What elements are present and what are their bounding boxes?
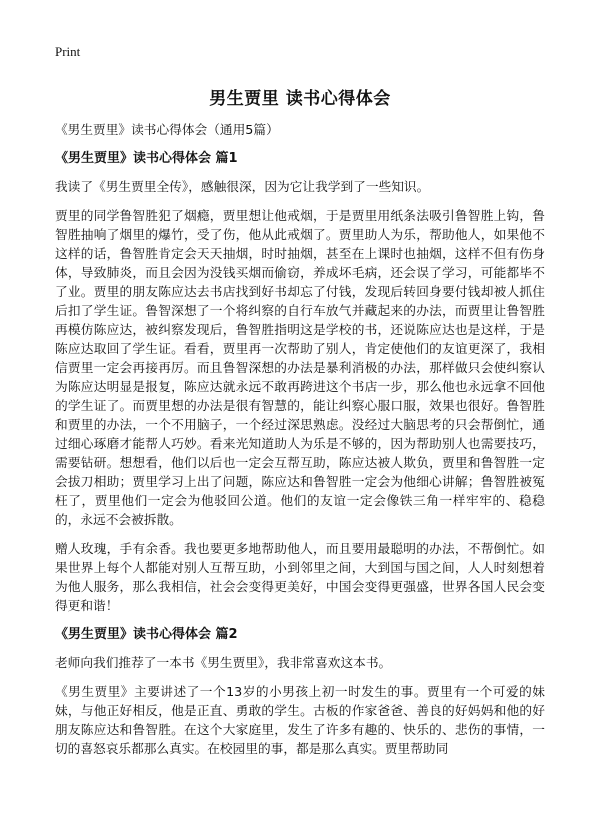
page-title: 男生贾里 读书心得体会 xyxy=(209,89,391,109)
section-heading: 《男生贾里》读书心得体会 篇2 xyxy=(55,627,238,642)
document-subtitle: 《男生贾里》读书心得体会（通用5篇） xyxy=(55,122,279,137)
print-link[interactable]: Print xyxy=(55,44,81,59)
paragraph: 贾里的同学鲁智胜犯了烟瘾，贾里想让他戒烟，于是贾里用纸条法吸引鲁智胜上钩，鲁智胜抽响了烟里的爆竹，受了伤，他从此戒烟了。贾里助人为乐，帮助他人，如果他不这样的话，鲁智胜肯定会天天抽烟，时时抽烟，甚至在上课时也抽烟，这样不但有伤身体，导致肺炎，而且会因为没钱买烟而偷窃，养成坏毛病，还会误了学习，可能都毕不了业。贾里的朋友陈应达去书店找到好书却忘了付钱，发现后转回身要付钱却被人抓住后扣了学生证。鲁智深想了一个将纠察的自行车放气并藏起来的办法，而贾里让鲁智胜再模仿陈应达，被纠察发现后，鲁智胜指明这是学校的书，还说陈应达也是这样，于是陈应达取回了学生证。看看，贾里再一次帮助了别人，肯定使他们的友谊更深了，我相信贾里一定会再接再厉。而且鲁智深想的办法是暴利消极的办法，那样做只会使纠察认为陈应达明显是报复，陈应达就永远不敢再跨进这个书店一步，那么他也永远拿不回他的学生证了。而贾里想的办法是很有智慧的，能让纠察心服口服，效果也很好。鲁智胜和贾里的办法，一个不用脑子，一个经过深思熟虑。没经过大脑思考的只会帮倒忙，通过细心琢磨才能帮人巧妙。看来光知道助人为乐是不够的，因为帮助别人也需要技巧，需要钻研。想想看，他们以后也一定会互帮互助，陈应达被人欺负，贾里和鲁智胜一定会拔刀相助；贾里学习上出了问题，陈应达和鲁智胜一定会为他细心讲解；鲁智胜被冤枉了，贾里他们一定会为他驳回公道。他们的友谊一定会像铁三角一样牢牢的、稳稳的，永远不会被拆散。 xyxy=(55,208,545,527)
document-body xyxy=(55,120,545,768)
paragraph: 我读了《男生贾里全传》，感触很深，因为它让我学到了一些知识。 xyxy=(55,179,430,194)
paragraph: 赠人玫瑰，手有余香。我也要更多地帮助他人，而且要用最聪明的办法，不帮倒忙。如果世界上每个人都能对别人互帮互助，小到邻里之间，大到国与国之间，人人时刻想着为他人服务，那么我相信，社会会变得更美好，中国会变得更强盛，世界各国人民会变得更和谐！ xyxy=(55,541,545,613)
paragraph: 《男生贾里》主要讲述了一个13岁的小男孩上初一时发生的事。贾里有一个可爱的妹妹，与他正好相反，他是正直、勇敢的学生。古板的作家爸爸、善良的好妈妈和他的好朋友陈应达和鲁智胜。在这个大家庭里，发生了许多有趣的、快乐的、悲伤的事情，一切的喜怒哀乐都那么真实。在校园里的事，都是那么真实。贾里帮助同 xyxy=(55,684,545,756)
paragraph: 老师向我们推荐了一本书《男生贾里》，我非常喜欢这本书。 xyxy=(55,655,392,670)
section-heading: 《男生贾里》读书心得体会 篇1 xyxy=(55,151,238,166)
